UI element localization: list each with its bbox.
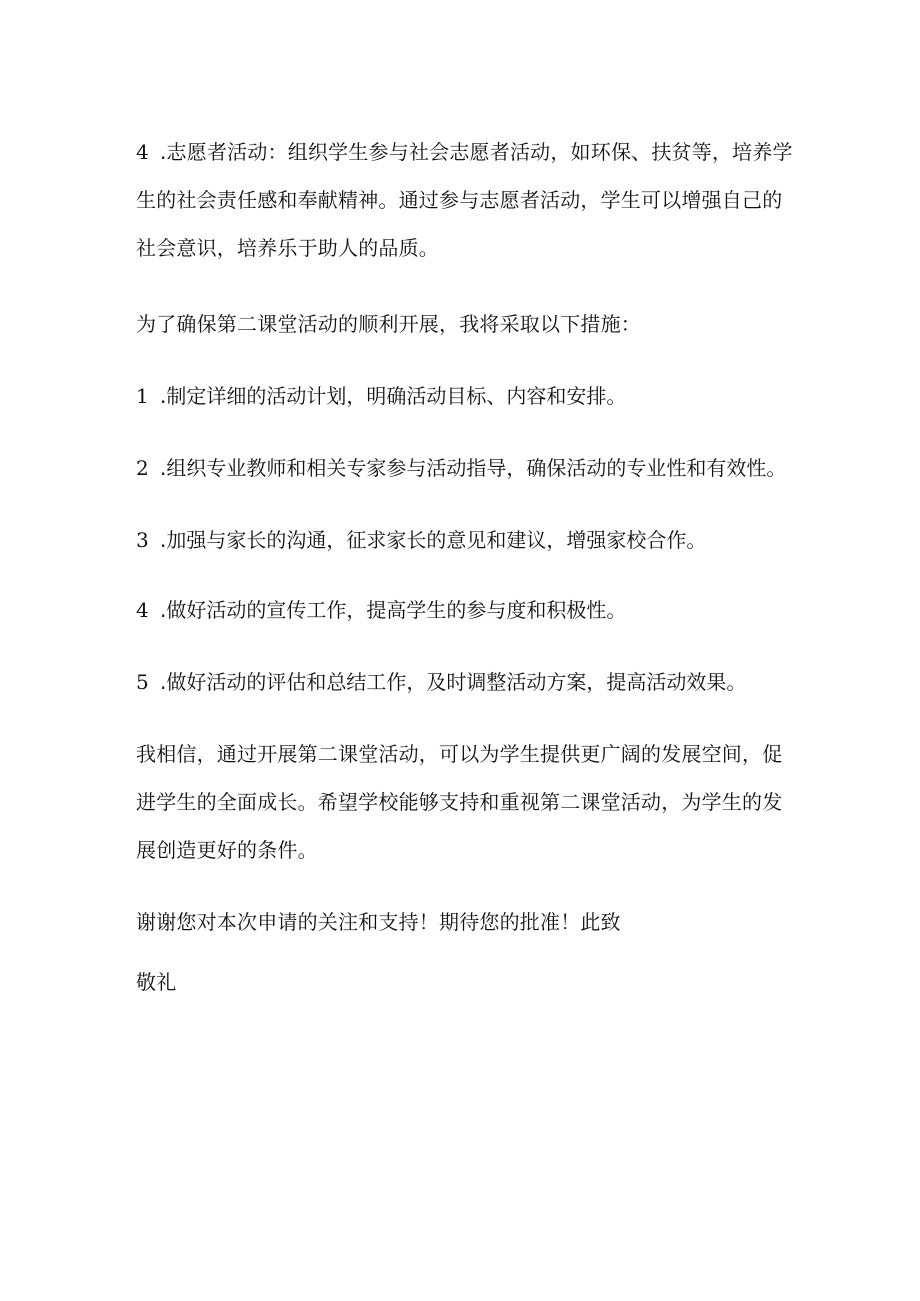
thanks-line: 谢谢您对本次申请的关注和支持！期待您的批准！此致	[136, 910, 621, 934]
item-text: .做好活动的宣传工作，提高学生的参与度和积极性。	[160, 598, 627, 622]
item-number: 1	[136, 384, 149, 408]
conclusion-paragraph: 我相信，通过开展第二课堂活动，可以为学生提供更广阔的发展空间，促进学生的全面成长。希望学校能够支持和重视第二课堂活动，为学生的发展创造更好的条件。	[136, 742, 783, 862]
item-text: .组织专业教师和相关专家参与活动指导，确保活动的专业性和有效性。	[160, 456, 787, 480]
measure-item	[136, 372, 816, 420]
measure-item	[136, 516, 816, 564]
closing-salutation: 敬礼	[136, 970, 177, 994]
measure-item	[136, 444, 816, 492]
measure-item	[136, 586, 816, 634]
paragraph-volunteer-activities	[136, 128, 796, 272]
item-number: 4	[136, 598, 149, 622]
item-number: 3	[136, 528, 149, 552]
paragraph-text: .志愿者活动：组织学生参与社会志愿者活动，如环保、扶贫等，培养学生的社会责任感和奉献精神。通过参与志愿者活动，学生可以增强自己的社会意识，培养乐于助人的品质。	[136, 140, 793, 260]
item-number: 5	[136, 670, 149, 694]
item-number: 4	[136, 140, 149, 164]
measure-item	[136, 658, 816, 706]
item-text: .制定详细的活动计划，明确活动目标、内容和安排。	[160, 384, 627, 408]
measures-intro: 为了确保第二课堂活动的顺利开展，我将采取以下措施：	[136, 312, 641, 336]
item-text: .加强与家长的沟通，征求家长的意见和建议，增强家校合作。	[160, 528, 707, 552]
item-number: 2	[136, 456, 149, 480]
item-text: .做好活动的评估和总结工作，及时调整活动方案，提高活动效果。	[160, 670, 747, 694]
